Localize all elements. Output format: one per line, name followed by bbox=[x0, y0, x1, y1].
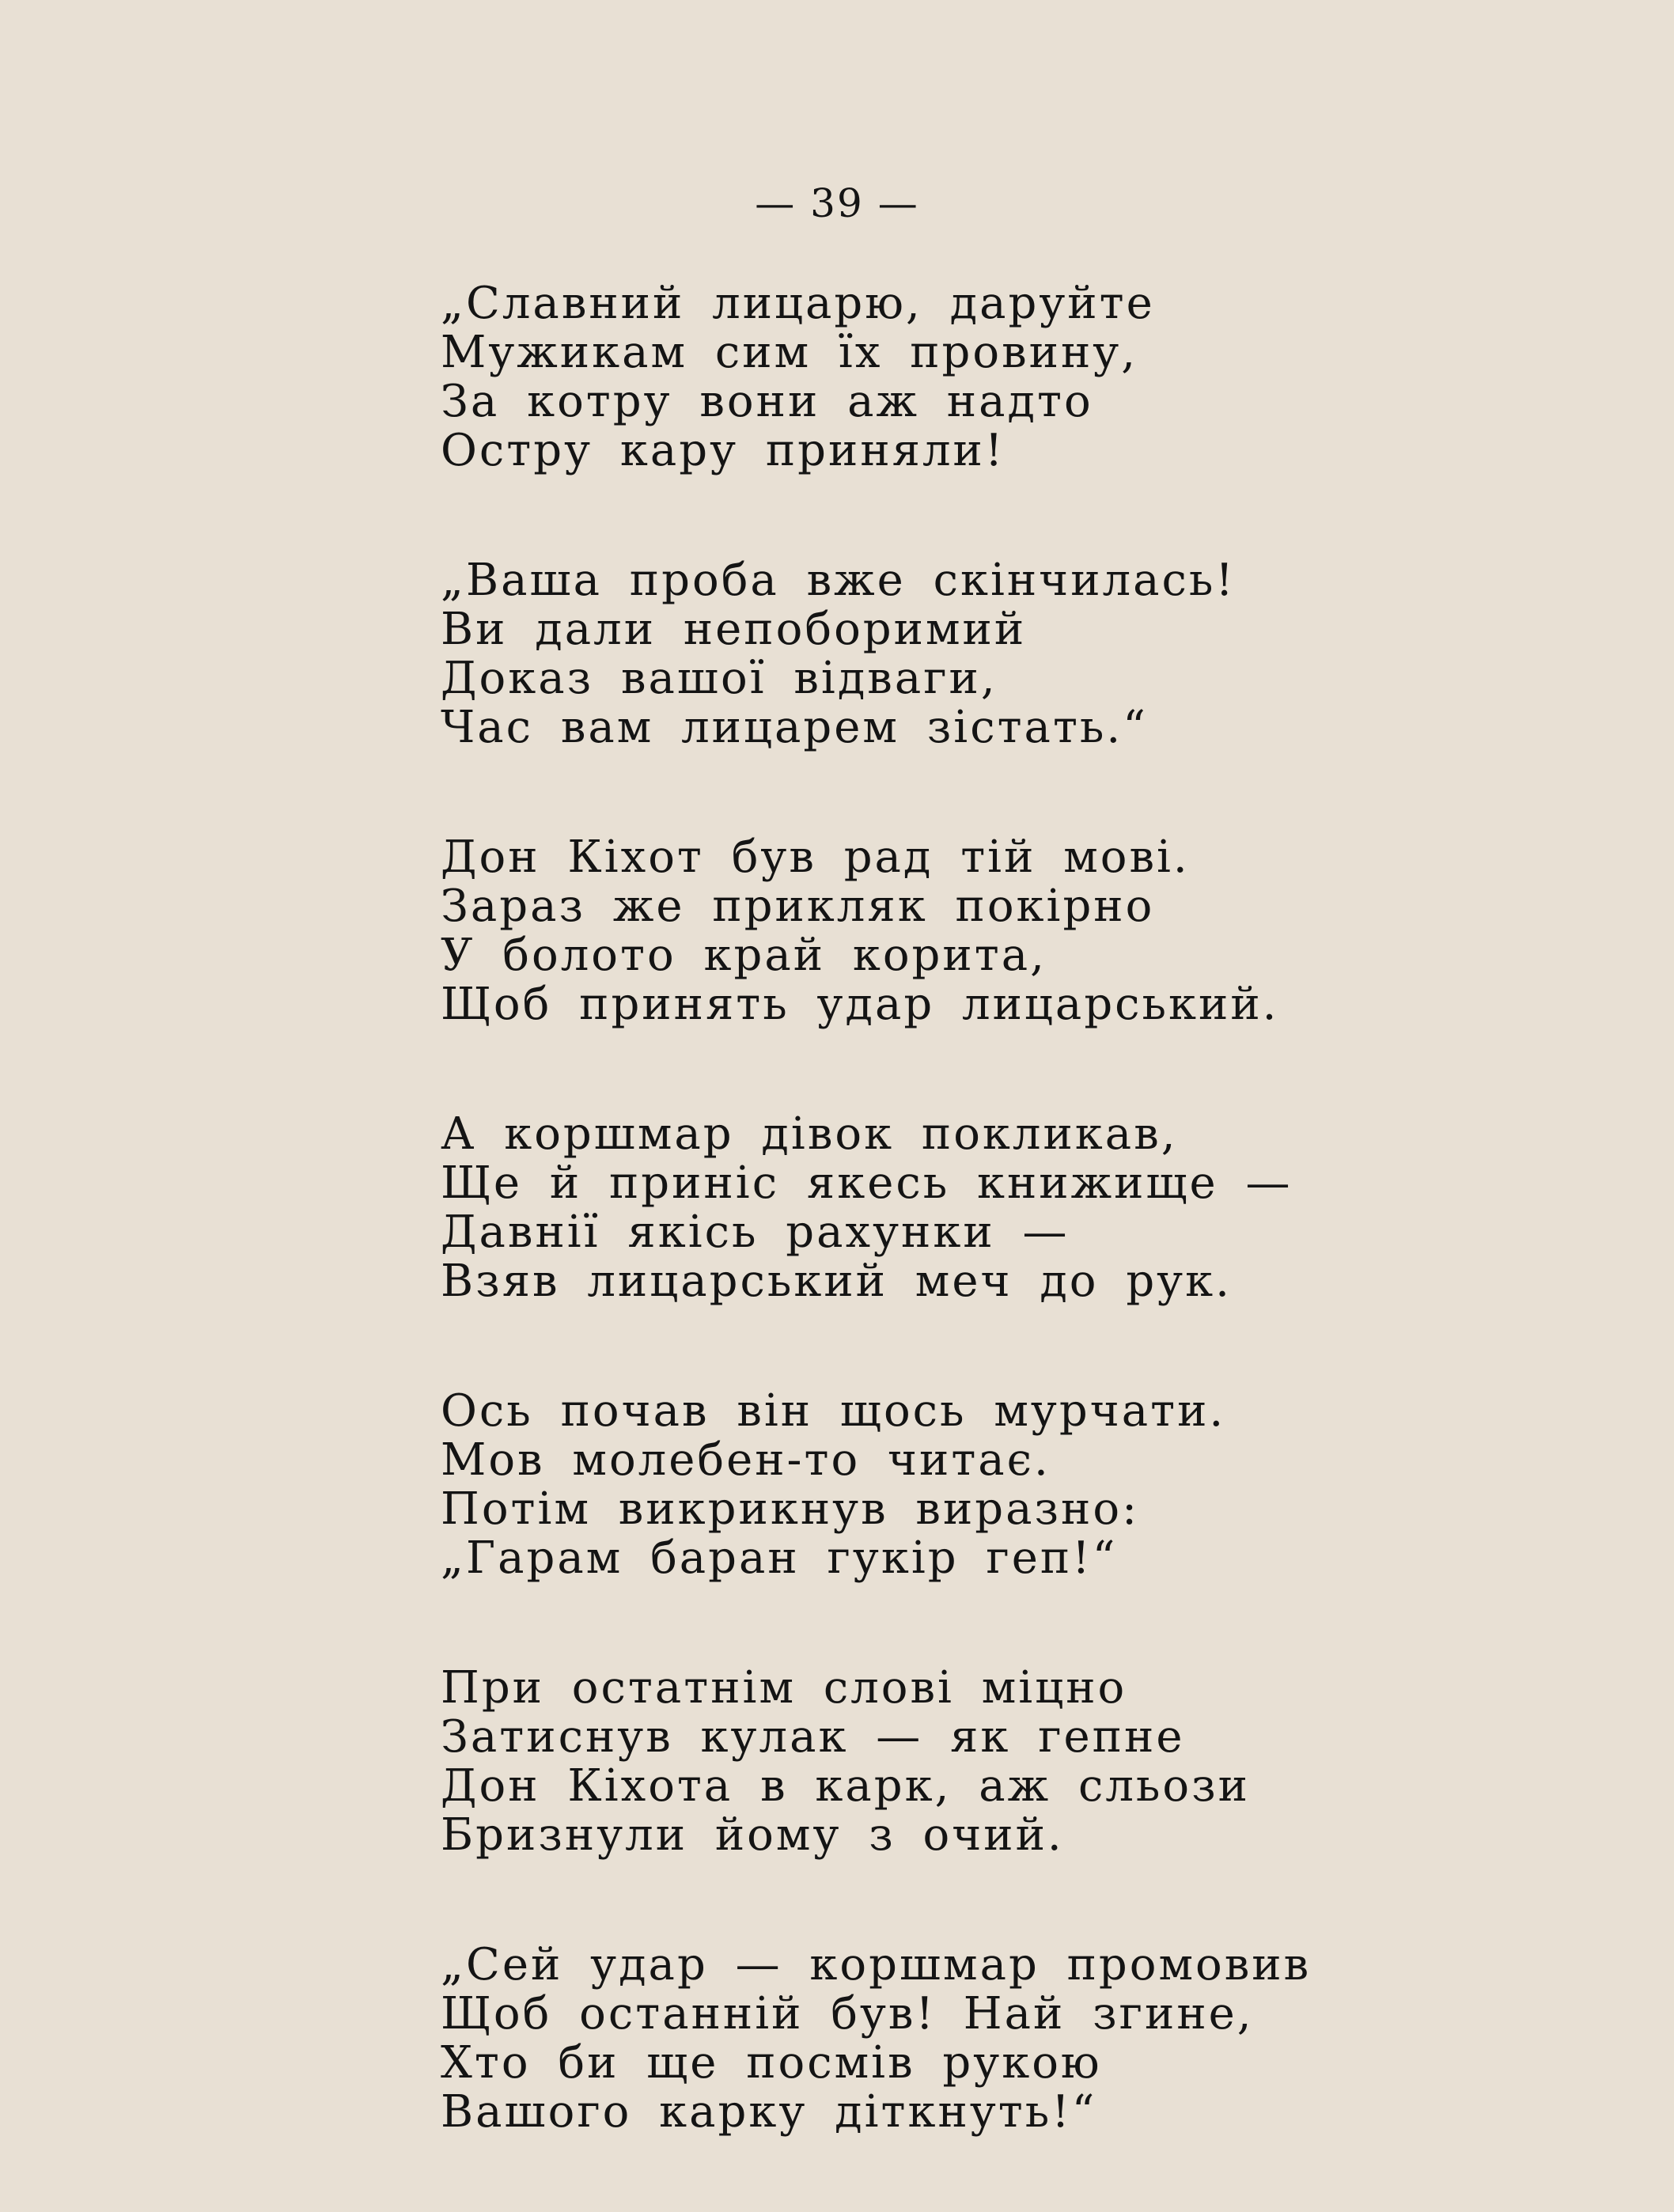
poem-line: Мужикам сим їх провину, bbox=[441, 327, 1138, 378]
poem-line: За котру вони аж надто bbox=[441, 376, 1093, 427]
poem-line: У болото край корита, bbox=[441, 930, 1047, 981]
poem-line: Взяв лицарський меч до рук. bbox=[441, 1256, 1232, 1307]
poem-line: „Гарам баран гукір геп!“ bbox=[441, 1532, 1118, 1584]
poem-line: А коршмар дівок покликав, bbox=[441, 1108, 1178, 1160]
poem-line: Час вам лицарем зістать.“ bbox=[441, 702, 1148, 753]
poem-line: Бризнули йому з очий. bbox=[441, 1809, 1064, 1861]
poem-line: „Сей удар — коршмар промовив bbox=[441, 1939, 1312, 1990]
stanza-5 bbox=[441, 1387, 1643, 1583]
stanza-3 bbox=[441, 833, 1643, 1029]
poem-line: Мов молебен-то читає. bbox=[441, 1434, 1051, 1486]
poem-body bbox=[441, 279, 1643, 2137]
stanza-6 bbox=[441, 1664, 1643, 1860]
poem-line: „Ваша проба вже скінчилась! bbox=[441, 555, 1236, 606]
poem-line: Зараз же прикляк покірно bbox=[441, 881, 1155, 932]
poem-line: Хто би ще посмів рукою bbox=[441, 2037, 1102, 2089]
poem-line: Давнії якісь рахунки — bbox=[441, 1206, 1070, 1258]
poem-line: Дон Кіхот був рад тій мові. bbox=[441, 831, 1190, 883]
poem-line: Ось почав він щось мурчати. bbox=[441, 1385, 1226, 1437]
stanza-2 bbox=[441, 556, 1643, 752]
stanza-7 bbox=[441, 1941, 1643, 2137]
poem-line: Ще й приніс якесь книжище — bbox=[441, 1157, 1293, 1209]
stanza-4 bbox=[441, 1110, 1643, 1306]
poem-line: Затиснув кулак — як гепне bbox=[441, 1711, 1185, 1763]
poem-line: Доказ вашої відваги, bbox=[441, 653, 998, 704]
poem-line: Дон Кіхота в карк, аж сльози bbox=[441, 1760, 1250, 1812]
stanza-1 bbox=[441, 279, 1643, 475]
poem-line: При остатнім слові міцно bbox=[441, 1662, 1127, 1714]
poem-line: Потім викрикнув виразно: bbox=[441, 1483, 1139, 1535]
poem-line: „Славний лицарю, даруйте bbox=[441, 278, 1155, 329]
poem-line: Щоб останній був! Най згине, bbox=[441, 1988, 1254, 2040]
poem-line: Щоб принять удар лицарський. bbox=[441, 979, 1279, 1030]
poem-line: Ви дали непоборимий bbox=[441, 604, 1027, 655]
poem-line: Остру кару приняли! bbox=[441, 425, 1006, 476]
poem-line: Вашого карку діткнуть!“ bbox=[441, 2086, 1097, 2138]
page-number: — 39 — bbox=[755, 180, 919, 226]
